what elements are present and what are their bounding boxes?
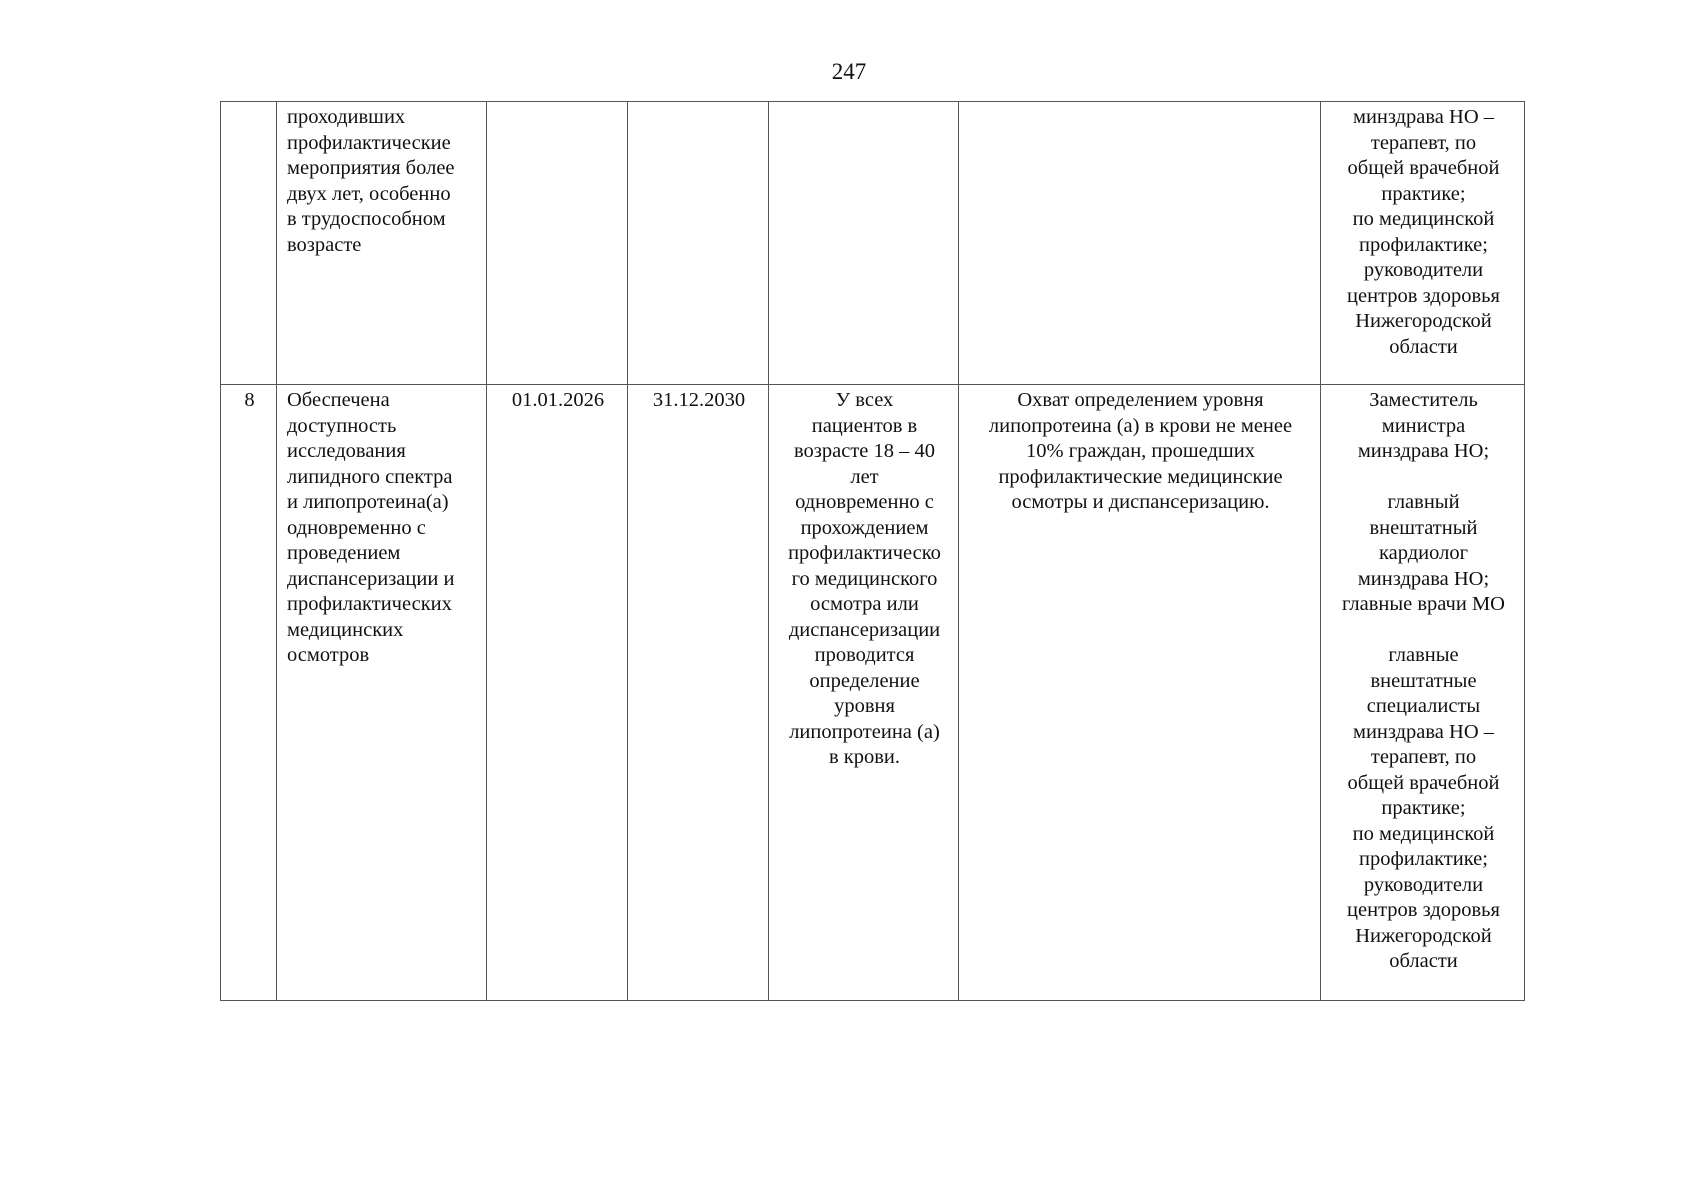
table-row (221, 385, 1525, 1001)
row-number-cell: 8 (221, 385, 277, 1001)
indicator-cell (959, 102, 1321, 385)
description-cell: Обеспечена доступность исследования липидного спектра и липопротеина(а) одновременно с проведением диспансеризации и профилактических медицинских осмотров (277, 385, 487, 1001)
indicator-cell: Охват определением уровня липопротеина (а) в крови не менее 10% граждан, прошедших профилактические медицинские осмотры и диспансеризацию. (959, 385, 1321, 1001)
end-date-cell: 31.12.2030 (628, 385, 769, 1001)
result-cell (769, 102, 959, 385)
activities-table (220, 101, 1525, 1001)
end-date-cell (628, 102, 769, 385)
table-row (221, 102, 1525, 385)
responsible-cell: минздрава НО – терапевт, по общей врачебной практике; по медицинской профилактике; руководители центров здоровья Нижегородской области (1321, 102, 1525, 385)
start-date-cell: 01.01.2026 (487, 385, 628, 1001)
page-number: 247 (831, 59, 867, 84)
result-cell: У всех пациентов в возрасте 18 – 40 лет одновременно с прохождением профилактическо го медицинского осмотра или диспансеризации проводится определение уровня липопротеина (а) в крови. (769, 385, 959, 1001)
responsible-cell: Заместитель министра минздрава НО; главный внештатный кардиолог минздрава НО; главные врачи МО главные внештатные специалисты минздрава НО – терапевт, по общей врачебной практике; по медицинской профилактике; руководители центров здоровья Нижегородской области (1321, 385, 1525, 1001)
start-date-cell (487, 102, 628, 385)
description-cell: проходивших профилактические мероприятия более двух лет, особенно в трудоспособном возрасте (277, 102, 487, 385)
row-number-cell (221, 102, 277, 385)
